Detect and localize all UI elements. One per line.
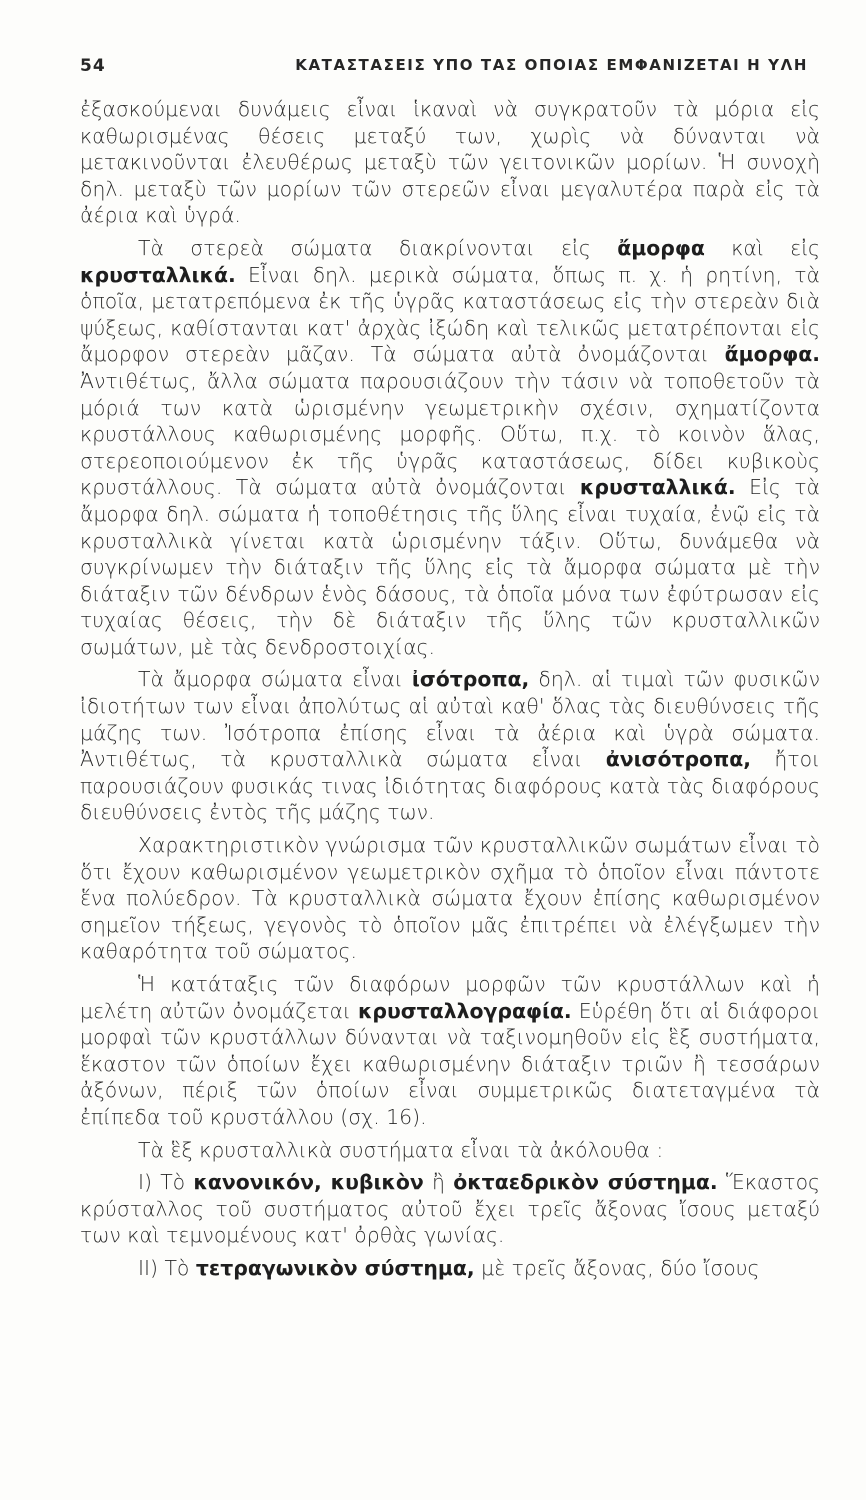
text: ἤτοι παρουσιάζουν φυσικάς τινας ἰδιότητας διαφόρους κατὰ τὰς διαφόρους διευθύνσεις ἐντὸς τῆς μάζης των. [80, 747, 820, 825]
paragraph-8 [80, 1255, 820, 1282]
bold-term-krystallografia: κρυσταλλογραφία. [357, 998, 572, 1023]
paragraph-5 [80, 971, 820, 1131]
text: II) Τὸ [138, 1255, 196, 1280]
page-number: 54 [80, 56, 106, 76]
bold-term-anisotropa: ἀνισότροπα, [605, 747, 751, 772]
text: Εἶναι δηλ. μερικὰ σώματα, ὅπως π. χ. ἡ ρητίνη, τὰ ὁποῖα, μετατρεπόμενα ἐκ τῆς ὑγρᾶς καταστάσεως εἰς τὴν στερεὰν διὰ ψύξεως, καθίστανται κατ' ἀρχὰς ἰξώδη καὶ τελικῶς μετατρέπονται εἰς ἄμορφον στερεὰν μᾶζαν. Τὰ σώματα αὐτὰ ὀνομάζονται [80, 262, 820, 367]
text: μὲ τρεῖς ἄξονας, δύο ἴσους [474, 1255, 760, 1280]
text: Εἰς τὰ ἄμορφα δηλ. σώματα ἡ τοποθέτησις τῆς ὕλης εἶναι τυχαία, ἐνῷ εἰς τὰ κρυσταλλικὰ γίνεται κατὰ ὡρισμένην τάξιν. Οὕτω, δυνάμεθα νὰ συγκρίνωμεν τὴν διάταξιν τῆς ὕλης εἰς τὰ ἄμορφα σώματα μὲ τὴν διάταξιν τῶν δένδρων ἑνὸς δάσους, τὰ ὁποῖα μόνα των ἐφύτρωσαν εἰς τυχαίας θέσεις, τὴν δὲ διάταξιν τῆς ὕλης τῶν κρυσταλλικῶν σωμάτων, μὲ τὰς δενδροστοιχίας. [80, 475, 821, 659]
text: Εὑρέθη ὅτι αἱ διάφοροι μορφαὶ τῶν κρυστάλλων δύνανται νὰ ταξινομηθοῦν εἰς ἓξ συστήματα, ἕκαστον τῶν ὁποίων ἔχει καθωρισμένην διάταξιν τριῶν ἢ τεσσάρων ἀξόνων, πέριξ τῶν ὁποίων εἶναι συμμετρικῶς διατεταγμένα τὰ ἐπίπεδα τοῦ κρυστάλλου (σχ. 16). [80, 998, 820, 1129]
paragraph-6: Τὰ ἓξ κρυσταλλικὰ συστήματα εἶναι τὰ ἀκόλουθα : [138, 1137, 664, 1162]
bold-term-tetragonikon: τετραγωνικὸν σύστημα, [195, 1255, 475, 1280]
bold-term-isotropa: ἰσότροπα, [411, 667, 530, 692]
text: Ἡ κατάταξις τῶν διαφόρων μορφῶν τῶν κρυστάλλων καὶ ἡ μελέτη αὐτῶν ὀνομάζεται [80, 972, 820, 1023]
paragraph-3 [80, 666, 820, 826]
text: Τὰ στερεὰ σώματα διακρίνονται εἰς [138, 235, 618, 260]
bold-term-amorpha: ἄμορφα [617, 235, 705, 260]
text: Τὰ ἄμορφα σώματα εἶναι [138, 667, 412, 692]
text: I) Τὸ [138, 1170, 194, 1195]
bold-term-oktaedrikon: ὀκταεδρικὸν σύστημα. [453, 1170, 718, 1195]
text: δηλ. αἱ τιμαὶ τῶν φυσικῶν ἰδιοτήτων των εἶναι ἀπολύτως αἱ αὐταὶ καθ' ὅλας τὰς διευθύνσεις τῆς μάζης των. Ἰσότροπα ἐπίσης εἶναι τὰ ἀέρια καὶ ὑγρὰ σώματα. Ἀντιθέτως, τὰ κρυσταλλικὰ σώματα εἶναι [80, 667, 820, 772]
text: ἢ [423, 1170, 454, 1195]
body-text [80, 96, 820, 1282]
bold-term-krystallika: κρυσταλλικά. [80, 262, 236, 287]
text: καὶ εἰς [704, 235, 820, 260]
bold-term-krystallika-2: κρυσταλλικά. [579, 475, 736, 500]
running-title: ΚΑΤΑΣΤΑΣΕΙΣ ΥΠΟ ΤΑΣ ΟΠΟΙΑΣ ΕΜΦΑΝΙΖΕΤΑΙ Η ΥΛΗ [295, 56, 808, 74]
paragraph-1: ἐξασκούμεναι δυνάμεις εἶναι ἱκαναὶ νὰ συγκρατοῦν τὰ μόρια εἰς καθωρισμένας θέσεις μεταξύ των, χωρὶς νὰ δύνανται νὰ μετακινοῦνται ἐλευθέρως μεταξὺ τῶν γειτονικῶν μορίων. Ἡ συνοχὴ δηλ. μεταξὺ τῶν μορίων τῶν στερεῶν εἶναι μεγαλυτέρα παρὰ εἰς τὰ ἀέρια καὶ ὑγρά. [80, 97, 820, 228]
paragraph-7 [80, 1169, 820, 1249]
bold-term-amorpha-2: ἄμορφα. [724, 342, 820, 367]
bold-term-kanonikon: κανονικόν, κυβικὸν [193, 1170, 424, 1195]
paragraph-2 [80, 235, 820, 661]
page-header [0, 50, 866, 80]
text: Ἕκαστος κρύσταλλος τοῦ συστήματος αὐτοῦ ἔχει τρεῖς ἄξονας ἴσους μεταξύ των καὶ τεμνομένους κατ' ὀρθὰς γωνίας. [80, 1170, 821, 1248]
paragraph-4: Χαρακτηριστικὸν γνώρισμα τῶν κρυσταλλικῶν σωμάτων εἶναι τὸ ὅτι ἔχουν καθωρισμένον γεωμετρικὸν σχῆμα τὸ ὁποῖον εἶναι πάντοτε ἕνα πολύεδρον. Τὰ κρυσταλλικὰ σώματα ἔχουν ἐπίσης καθωρισμένον σημεῖον τήξεως, γεγονὸς τὸ ὁποῖον μᾶς ἐπιτρέπει νὰ ἐλέγξωμεν τὴν καθαρότητα τοῦ σώματος. [80, 833, 820, 964]
text: Ἀντιθέτως, ἄλλα σώματα παρουσιάζουν τὴν τάσιν νὰ τοποθετοῦν τὰ μόριά των κατὰ ὡρισμένην γεωμετρικὴν σχέσιν, σχηματίζοντα κρυστάλλους καθωρισμένης μορφῆς. Οὕτω, π.χ. τὸ κοινὸν ἅλας, στερεοποιούμενον ἐκ τῆς ὑγρᾶς καταστάσεως, δίδει κυβικοὺς κρυστάλλους. Τὰ σώματα αὐτὰ ὀνομάζονται [80, 368, 820, 500]
